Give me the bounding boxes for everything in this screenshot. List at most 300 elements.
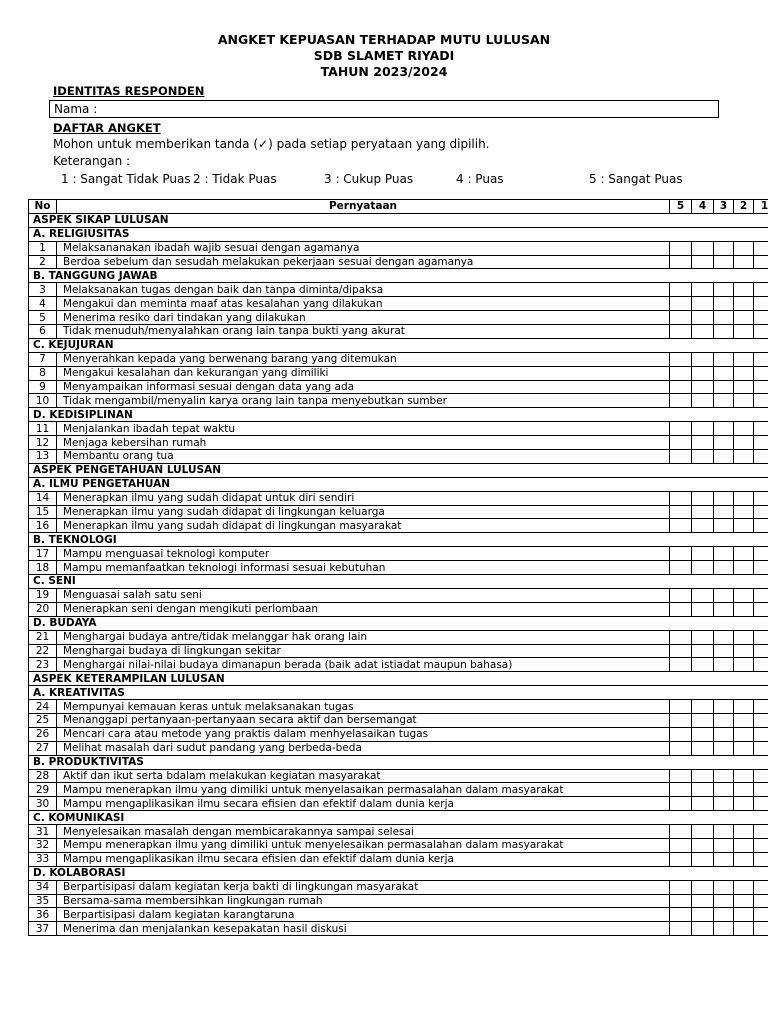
score-cell-2[interactable] <box>734 658 754 672</box>
score-cell-2[interactable] <box>734 838 754 852</box>
score-cell-5[interactable] <box>670 491 692 505</box>
score-cell-1[interactable] <box>754 394 768 408</box>
score-cell-1[interactable] <box>754 422 768 436</box>
table-row <box>29 450 768 464</box>
section-row <box>29 866 768 880</box>
score-cell-5[interactable] <box>670 700 692 714</box>
score-cell-1[interactable] <box>754 366 768 380</box>
score-cell-5[interactable] <box>670 769 692 783</box>
score-cell-5[interactable] <box>670 561 692 575</box>
score-cell-1[interactable] <box>754 658 768 672</box>
score-cell-2[interactable] <box>734 741 754 755</box>
section-heading: A. KREATIVITAS <box>29 686 768 700</box>
item-number: 2 <box>29 255 57 269</box>
item-number: 31 <box>29 825 57 839</box>
table-row <box>29 283 768 297</box>
score-cell-1[interactable] <box>754 325 768 339</box>
score-cell-3[interactable] <box>714 561 734 575</box>
table-row <box>29 297 768 311</box>
score-cell-3[interactable] <box>714 366 734 380</box>
score-cell-2[interactable] <box>734 880 754 894</box>
score-cell-2[interactable] <box>734 519 754 533</box>
score-cell-4[interactable] <box>692 241 714 255</box>
score-cell-5[interactable] <box>670 366 692 380</box>
item-number: 3 <box>29 283 57 297</box>
score-cell-5[interactable] <box>670 380 692 394</box>
score-cell-5[interactable] <box>670 825 692 839</box>
item-number: 13 <box>29 450 57 464</box>
score-cell-4[interactable] <box>692 769 714 783</box>
item-statement: Berpartisipasi dalam kegiatan karangtaruna <box>57 908 670 922</box>
score-cell-2[interactable] <box>734 713 754 727</box>
score-cell-2[interactable] <box>734 700 754 714</box>
score-cell-3[interactable] <box>714 825 734 839</box>
header-score-4: 4 <box>692 200 714 214</box>
score-cell-1[interactable] <box>754 797 768 811</box>
score-cell-4[interactable] <box>692 352 714 366</box>
item-number: 16 <box>29 519 57 533</box>
score-cell-5[interactable] <box>670 658 692 672</box>
score-cell-1[interactable] <box>754 783 768 797</box>
score-cell-1[interactable] <box>754 241 768 255</box>
score-cell-3[interactable] <box>714 547 734 561</box>
score-cell-3[interactable] <box>714 505 734 519</box>
score-cell-4[interactable] <box>692 602 714 616</box>
score-cell-2[interactable] <box>734 727 754 741</box>
score-cell-4[interactable] <box>692 325 714 339</box>
item-number: 15 <box>29 505 57 519</box>
legend-label: Keterangan : <box>53 154 131 168</box>
score-cell-3[interactable] <box>714 588 734 602</box>
score-cell-2[interactable] <box>734 825 754 839</box>
table-row <box>29 352 768 366</box>
score-cell-1[interactable] <box>754 519 768 533</box>
scale-1: 1 : Sangat Tidak Puas <box>61 172 191 186</box>
aspect-heading: ASPEK SIKAP LULUSAN <box>29 213 768 227</box>
list-heading: DAFTAR ANGKET <box>53 121 161 135</box>
score-cell-2[interactable] <box>734 894 754 908</box>
score-cell-4[interactable] <box>692 880 714 894</box>
item-number: 1 <box>29 241 57 255</box>
score-cell-1[interactable] <box>754 491 768 505</box>
score-cell-5[interactable] <box>670 283 692 297</box>
score-cell-1[interactable] <box>754 727 768 741</box>
score-cell-2[interactable] <box>734 325 754 339</box>
score-cell-4[interactable] <box>692 797 714 811</box>
score-cell-5[interactable] <box>670 894 692 908</box>
score-cell-1[interactable] <box>754 700 768 714</box>
score-cell-2[interactable] <box>734 394 754 408</box>
score-cell-5[interactable] <box>670 394 692 408</box>
score-cell-1[interactable] <box>754 297 768 311</box>
table-row <box>29 436 768 450</box>
item-number: 23 <box>29 658 57 672</box>
score-cell-4[interactable] <box>692 644 714 658</box>
scale-5: 5 : Sangat Puas <box>589 172 683 186</box>
table-row <box>29 727 768 741</box>
score-cell-5[interactable] <box>670 422 692 436</box>
table-row <box>29 658 768 672</box>
score-cell-4[interactable] <box>692 588 714 602</box>
score-cell-4[interactable] <box>692 838 714 852</box>
score-cell-1[interactable] <box>754 769 768 783</box>
table-row <box>29 491 768 505</box>
score-cell-1[interactable] <box>754 630 768 644</box>
header-no: No <box>29 200 57 214</box>
score-cell-4[interactable] <box>692 658 714 672</box>
score-cell-3[interactable] <box>714 255 734 269</box>
section-row <box>29 227 768 241</box>
item-number: 32 <box>29 838 57 852</box>
score-cell-4[interactable] <box>692 561 714 575</box>
score-cell-2[interactable] <box>734 297 754 311</box>
score-cell-3[interactable] <box>714 880 734 894</box>
item-number: 18 <box>29 561 57 575</box>
score-cell-3[interactable] <box>714 727 734 741</box>
table-row <box>29 700 768 714</box>
score-cell-2[interactable] <box>734 491 754 505</box>
score-cell-2[interactable] <box>734 450 754 464</box>
score-cell-2[interactable] <box>734 602 754 616</box>
score-cell-4[interactable] <box>692 297 714 311</box>
score-cell-3[interactable] <box>714 713 734 727</box>
score-cell-3[interactable] <box>714 644 734 658</box>
section-heading: C. KOMUNIKASI <box>29 811 768 825</box>
score-cell-4[interactable] <box>692 727 714 741</box>
score-cell-3[interactable] <box>714 297 734 311</box>
score-cell-3[interactable] <box>714 311 734 325</box>
header-score-2: 2 <box>734 200 754 214</box>
score-cell-2[interactable] <box>734 422 754 436</box>
score-cell-3[interactable] <box>714 852 734 866</box>
score-cell-5[interactable] <box>670 727 692 741</box>
score-cell-1[interactable] <box>754 602 768 616</box>
item-statement: Mengakui dan meminta maaf atas kesalahan yang dilakukan <box>57 297 670 311</box>
score-cell-1[interactable] <box>754 713 768 727</box>
score-cell-4[interactable] <box>692 283 714 297</box>
section-row <box>29 338 768 352</box>
score-cell-1[interactable] <box>754 922 768 936</box>
table-row <box>29 519 768 533</box>
section-heading: C. SENI <box>29 575 768 589</box>
score-cell-3[interactable] <box>714 908 734 922</box>
score-cell-4[interactable] <box>692 311 714 325</box>
item-statement: Mampu menguasai teknologi komputer <box>57 547 670 561</box>
table-row <box>29 797 768 811</box>
score-cell-2[interactable] <box>734 922 754 936</box>
score-cell-4[interactable] <box>692 713 714 727</box>
table-row <box>29 741 768 755</box>
score-cell-5[interactable] <box>670 325 692 339</box>
table-row <box>29 505 768 519</box>
item-statement: Menjaga kebersihan rumah <box>57 436 670 450</box>
score-cell-1[interactable] <box>754 561 768 575</box>
item-statement: Mencari cara atau metode yang praktis dalam menhyelasaikan tugas <box>57 727 670 741</box>
score-cell-5[interactable] <box>670 852 692 866</box>
table-header <box>29 200 768 214</box>
item-statement: Menerapkan ilmu yang sudah didapat di lingkungan masyarakat <box>57 519 670 533</box>
item-statement: Menerapkan ilmu yang sudah didapat di lingkungan keluarga <box>57 505 670 519</box>
section-row <box>29 755 768 769</box>
item-number: 17 <box>29 547 57 561</box>
score-cell-4[interactable] <box>692 380 714 394</box>
score-cell-5[interactable] <box>670 450 692 464</box>
score-cell-1[interactable] <box>754 880 768 894</box>
table-row <box>29 630 768 644</box>
score-cell-3[interactable] <box>714 769 734 783</box>
score-cell-5[interactable] <box>670 255 692 269</box>
score-cell-1[interactable] <box>754 894 768 908</box>
aspect-row <box>29 463 768 477</box>
item-statement: Melaksananakan ibadah wajib sesuai dengan agamanya <box>57 241 670 255</box>
item-number: 7 <box>29 352 57 366</box>
score-cell-5[interactable] <box>670 588 692 602</box>
item-number: 14 <box>29 491 57 505</box>
score-cell-4[interactable] <box>692 505 714 519</box>
aspect-row <box>29 213 768 227</box>
item-number: 20 <box>29 602 57 616</box>
score-cell-5[interactable] <box>670 908 692 922</box>
score-cell-1[interactable] <box>754 588 768 602</box>
score-cell-5[interactable] <box>670 783 692 797</box>
score-cell-3[interactable] <box>714 519 734 533</box>
item-statement: Menanggapi pertanyaan-pertanyaan secara aktif dan bersemangat <box>57 713 670 727</box>
score-cell-4[interactable] <box>692 852 714 866</box>
score-cell-4[interactable] <box>692 741 714 755</box>
item-number: 6 <box>29 325 57 339</box>
score-cell-2[interactable] <box>734 366 754 380</box>
item-statement: Mampu mengaplikasikan ilmu secara efisien dan efektif dalam dunia kerja <box>57 797 670 811</box>
score-cell-4[interactable] <box>692 700 714 714</box>
table-row <box>29 561 768 575</box>
score-cell-5[interactable] <box>670 630 692 644</box>
score-cell-2[interactable] <box>734 797 754 811</box>
item-statement: Mempu menerapkan ilmu yang dimiliki untuk menyelesaikan permasalahan dalam masyarakat <box>57 838 670 852</box>
name-label: Nama : <box>54 102 98 116</box>
item-number: 12 <box>29 436 57 450</box>
item-number: 10 <box>29 394 57 408</box>
score-cell-3[interactable] <box>714 922 734 936</box>
section-heading: B. PRODUKTIVITAS <box>29 755 768 769</box>
score-cell-2[interactable] <box>734 436 754 450</box>
item-statement: Melaksanakan tugas dengan baik dan tanpa diminta/dipaksa <box>57 283 670 297</box>
score-cell-3[interactable] <box>714 436 734 450</box>
table-row <box>29 880 768 894</box>
score-cell-1[interactable] <box>754 380 768 394</box>
score-cell-3[interactable] <box>714 283 734 297</box>
item-number: 11 <box>29 422 57 436</box>
score-cell-4[interactable] <box>692 894 714 908</box>
score-cell-2[interactable] <box>734 644 754 658</box>
table-row <box>29 894 768 908</box>
score-cell-3[interactable] <box>714 422 734 436</box>
score-cell-3[interactable] <box>714 450 734 464</box>
score-cell-4[interactable] <box>692 825 714 839</box>
item-number: 5 <box>29 311 57 325</box>
table-row <box>29 838 768 852</box>
score-cell-2[interactable] <box>734 241 754 255</box>
score-cell-4[interactable] <box>692 519 714 533</box>
score-cell-4[interactable] <box>692 366 714 380</box>
score-cell-3[interactable] <box>714 491 734 505</box>
section-heading: B. TANGGUNG JAWAB <box>29 269 768 283</box>
score-cell-5[interactable] <box>670 644 692 658</box>
item-number: 29 <box>29 783 57 797</box>
score-cell-2[interactable] <box>734 505 754 519</box>
score-cell-3[interactable] <box>714 352 734 366</box>
section-row <box>29 616 768 630</box>
item-statement: Mampu memanfaatkan teknologi informasi sesuai kebutuhan <box>57 561 670 575</box>
score-cell-1[interactable] <box>754 450 768 464</box>
item-number: 36 <box>29 908 57 922</box>
score-cell-5[interactable] <box>670 797 692 811</box>
score-cell-5[interactable] <box>670 602 692 616</box>
score-cell-5[interactable] <box>670 519 692 533</box>
item-statement: Berpartisipasi dalam kegiatan kerja bakti di lingkungan masyarakat <box>57 880 670 894</box>
table-row <box>29 602 768 616</box>
score-cell-1[interactable] <box>754 311 768 325</box>
instruction-text: Mohon untuk memberikan tanda (✓) pada setiap peryataan yang dipilih. <box>53 137 490 151</box>
item-number: 28 <box>29 769 57 783</box>
score-cell-5[interactable] <box>670 880 692 894</box>
section-heading: C. KEJUJURAN <box>29 338 768 352</box>
score-cell-1[interactable] <box>754 352 768 366</box>
score-cell-1[interactable] <box>754 838 768 852</box>
score-cell-3[interactable] <box>714 325 734 339</box>
score-cell-2[interactable] <box>734 255 754 269</box>
score-cell-1[interactable] <box>754 547 768 561</box>
score-cell-5[interactable] <box>670 505 692 519</box>
score-cell-5[interactable] <box>670 297 692 311</box>
item-statement: Menghargai nilai-nilai budaya dimanapun berada (baik adat istiadat maupun bahasa) <box>57 658 670 672</box>
header-statement: Pernyataan <box>57 200 670 214</box>
academic-year: TAHUN 2023/2024 <box>320 64 448 79</box>
score-cell-2[interactable] <box>734 311 754 325</box>
header-score-1: 1 <box>754 200 768 214</box>
table-row <box>29 922 768 936</box>
score-cell-5[interactable] <box>670 547 692 561</box>
item-number: 25 <box>29 713 57 727</box>
table-row <box>29 908 768 922</box>
item-statement: Menerapkan seni dengan mengikuti perlombaan <box>57 602 670 616</box>
item-statement: Tidak menuduh/menyalahkan orang lain tanpa bukti yang akurat <box>57 325 670 339</box>
score-cell-2[interactable] <box>734 380 754 394</box>
score-cell-3[interactable] <box>714 838 734 852</box>
score-cell-3[interactable] <box>714 630 734 644</box>
score-cell-3[interactable] <box>714 797 734 811</box>
aspect-heading: ASPEK KETERAMPILAN LULUSAN <box>29 672 768 686</box>
item-statement: Menghargai budaya antre/tidak melanggar hak orang lain <box>57 630 670 644</box>
score-cell-3[interactable] <box>714 394 734 408</box>
score-cell-4[interactable] <box>692 436 714 450</box>
section-row <box>29 269 768 283</box>
score-cell-4[interactable] <box>692 450 714 464</box>
section-heading: B. TEKNOLOGI <box>29 533 768 547</box>
table-row <box>29 588 768 602</box>
table-row <box>29 255 768 269</box>
score-cell-4[interactable] <box>692 908 714 922</box>
score-cell-5[interactable] <box>670 741 692 755</box>
item-number: 24 <box>29 700 57 714</box>
score-cell-3[interactable] <box>714 894 734 908</box>
table-row <box>29 241 768 255</box>
score-cell-2[interactable] <box>734 283 754 297</box>
score-cell-4[interactable] <box>692 547 714 561</box>
score-cell-3[interactable] <box>714 658 734 672</box>
score-cell-5[interactable] <box>670 713 692 727</box>
score-cell-3[interactable] <box>714 380 734 394</box>
score-cell-2[interactable] <box>734 852 754 866</box>
item-statement: Mempunyai kemauan keras untuk melaksanakan tugas <box>57 700 670 714</box>
score-cell-2[interactable] <box>734 908 754 922</box>
score-cell-4[interactable] <box>692 394 714 408</box>
score-cell-4[interactable] <box>692 255 714 269</box>
form-title: ANGKET KEPUASAN TERHADAP MUTU LULUSAN <box>217 32 551 47</box>
score-cell-5[interactable] <box>670 241 692 255</box>
score-cell-2[interactable] <box>734 561 754 575</box>
table-row <box>29 380 768 394</box>
score-cell-5[interactable] <box>670 352 692 366</box>
table-row <box>29 769 768 783</box>
score-cell-5[interactable] <box>670 838 692 852</box>
table-row <box>29 783 768 797</box>
score-cell-5[interactable] <box>670 436 692 450</box>
score-cell-1[interactable] <box>754 741 768 755</box>
section-heading: D. KEDISIPLINAN <box>29 408 768 422</box>
section-row <box>29 408 768 422</box>
school-name: SDB SLAMET RIYADI <box>313 48 455 63</box>
score-cell-3[interactable] <box>714 602 734 616</box>
score-cell-4[interactable] <box>692 922 714 936</box>
score-cell-2[interactable] <box>734 547 754 561</box>
score-cell-1[interactable] <box>754 644 768 658</box>
score-cell-2[interactable] <box>734 352 754 366</box>
score-cell-2[interactable] <box>734 630 754 644</box>
item-statement: Melihat masalah dari sudut pandang yang berbeda-beda <box>57 741 670 755</box>
section-row <box>29 477 768 491</box>
score-cell-3[interactable] <box>714 741 734 755</box>
section-row <box>29 686 768 700</box>
item-number: 33 <box>29 852 57 866</box>
score-cell-5[interactable] <box>670 311 692 325</box>
item-statement: Mampu menerapkan ilmu yang dimiliki untuk menyelasaikan permasalahan dalam masyarakat <box>57 783 670 797</box>
name-field[interactable] <box>49 100 719 118</box>
score-cell-2[interactable] <box>734 769 754 783</box>
score-cell-3[interactable] <box>714 700 734 714</box>
score-cell-4[interactable] <box>692 783 714 797</box>
score-cell-1[interactable] <box>754 255 768 269</box>
score-cell-1[interactable] <box>754 505 768 519</box>
table-row <box>29 825 768 839</box>
table-row <box>29 394 768 408</box>
score-cell-1[interactable] <box>754 908 768 922</box>
score-cell-1[interactable] <box>754 283 768 297</box>
score-cell-3[interactable] <box>714 241 734 255</box>
item-number: 26 <box>29 727 57 741</box>
score-cell-1[interactable] <box>754 436 768 450</box>
score-cell-4[interactable] <box>692 422 714 436</box>
score-cell-4[interactable] <box>692 491 714 505</box>
score-cell-1[interactable] <box>754 852 768 866</box>
score-cell-3[interactable] <box>714 783 734 797</box>
item-statement: Menyerahkan kepada yang berwenang barang yang ditemukan <box>57 352 670 366</box>
score-cell-5[interactable] <box>670 922 692 936</box>
score-cell-2[interactable] <box>734 588 754 602</box>
score-cell-4[interactable] <box>692 630 714 644</box>
item-statement: Menyampaikan informasi sesuai dengan data yang ada <box>57 380 670 394</box>
score-cell-2[interactable] <box>734 783 754 797</box>
score-cell-1[interactable] <box>754 825 768 839</box>
